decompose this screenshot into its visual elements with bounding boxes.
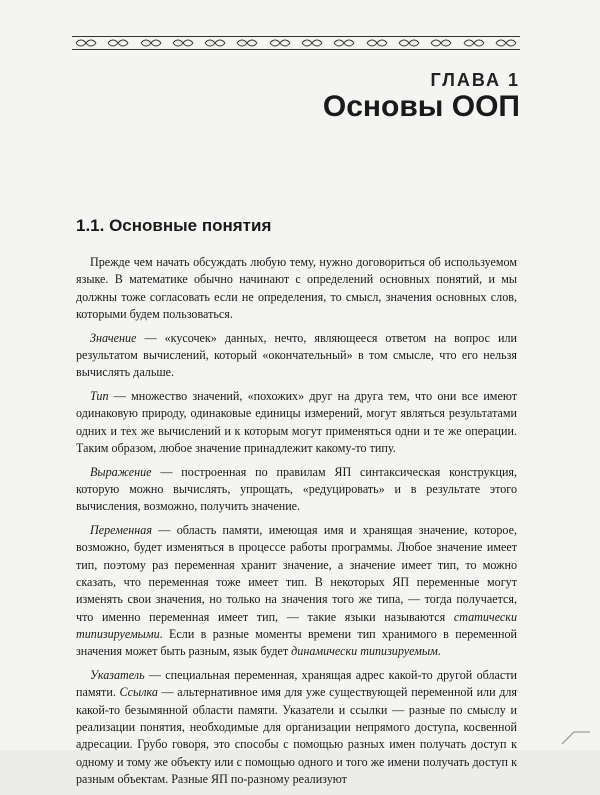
term-statically-typed: статически типизируемыми: [76, 609, 517, 641]
page-corner-mark-icon: [560, 730, 594, 746]
term-type: Тип: [90, 389, 109, 404]
ornament-icon: [365, 38, 389, 48]
ornament-icon: [494, 38, 518, 48]
ornament-icon: [171, 38, 195, 48]
paragraph-pointer: [76, 667, 517, 788]
ornament-icon: [203, 38, 227, 48]
ornament-icon: [74, 38, 98, 48]
ornament-icon: [397, 38, 421, 48]
definition-variable-part3: .: [437, 644, 441, 659]
definition-reference: — альтернативное имя для уже существующей переменной или для какой-то безымянной области памяти. Указатели и ссылки — разные по смыслу и реализации понятия, необходимые для организации непрямого доступа, косвенной адресации. Грубо говоря, это способы с помощью разных имен получать доступ к одному и тому же объекту или с помощью одного и того же имени получать доступ к разным объектам. Разные ЯП по-разному реализуют: [76, 685, 517, 786]
ornament-icon: [235, 38, 259, 48]
definition-variable-part2: . Если в разные моменты времени тип хранимого в переменной значения может быть разным, язык будет: [76, 626, 517, 659]
chapter-label: ГЛАВА 1: [430, 70, 520, 90]
header-ornament-rule: [72, 36, 520, 50]
paragraph-type: [76, 388, 517, 457]
paragraph-value: [76, 330, 517, 382]
paragraph-variable: [76, 522, 517, 660]
ornament-icon: [106, 38, 130, 48]
definition-variable-part1: — область памяти, имеющая имя и хранящая значение, которое, возможно, будет изменяться в процессе работы программы. Любое значение имеет тип, поэтому раз переменная хранит значение, а значение имеет тип, то можно сказать, что переменная тоже имеет тип. В некоторых ЯП переменные могут изменять свои значения, но только на значения того же типа, — тогда получается, что именно переменная имеет тип, — такие языки называются: [76, 523, 517, 624]
term-value: Значение: [90, 330, 137, 345]
chapter-title: Основы ООП: [322, 90, 520, 123]
ornament-icon: [462, 38, 486, 48]
ornament-icon: [332, 38, 356, 48]
ornament-icon: [429, 38, 453, 48]
definition-expression: — построенная по правилам ЯП синтаксическая конструкция, которую можно вычислять, упрощать, «редуцировать» и в результате этого вычисления, возможно, получить значение.: [76, 464, 517, 514]
definition-type: — множество значений, «похожих» друг на друга тем, что они все имеют одинаковую природу, одинаковые единицы измерений, могут являться результатами одних и тех же вычислений и к которым могут применяться одни и те же операции. Таким образом, любое значение принадлежит какому-то типу.: [76, 389, 517, 455]
section-title: 1.1. Основные понятия: [76, 216, 272, 235]
ornament-icon: [139, 38, 163, 48]
paragraph-expression: [76, 464, 517, 516]
definition-value: — «кусочек» данных, нечто, являющееся ответом на вопрос или результатом вычислений, который «окончательный» в том смысле, что его нельзя вычислять дальше.: [76, 330, 517, 380]
ornament-icon: [300, 38, 324, 48]
term-reference: Ссылка: [119, 685, 158, 700]
paragraph-intro: Прежде чем начать обсуждать любую тему, нужно договориться об используемом языке. В математике обычно начинают с определений основных понятий, и мы должны тоже согласовать если не определения, то смысл, значения основных слов, которыми будем пользоваться.: [76, 255, 517, 321]
term-pointer: Указатель: [90, 668, 145, 683]
term-dynamically-typed: динамически типизируемым: [291, 644, 438, 659]
term-variable: Переменная: [90, 523, 152, 538]
ornament-icon: [268, 38, 292, 48]
body-text: [76, 254, 517, 795]
term-expression: Выражение: [90, 464, 152, 479]
definition-pointer: — специальная переменная, хранящая адрес какой-то другой области памяти.: [76, 668, 517, 700]
